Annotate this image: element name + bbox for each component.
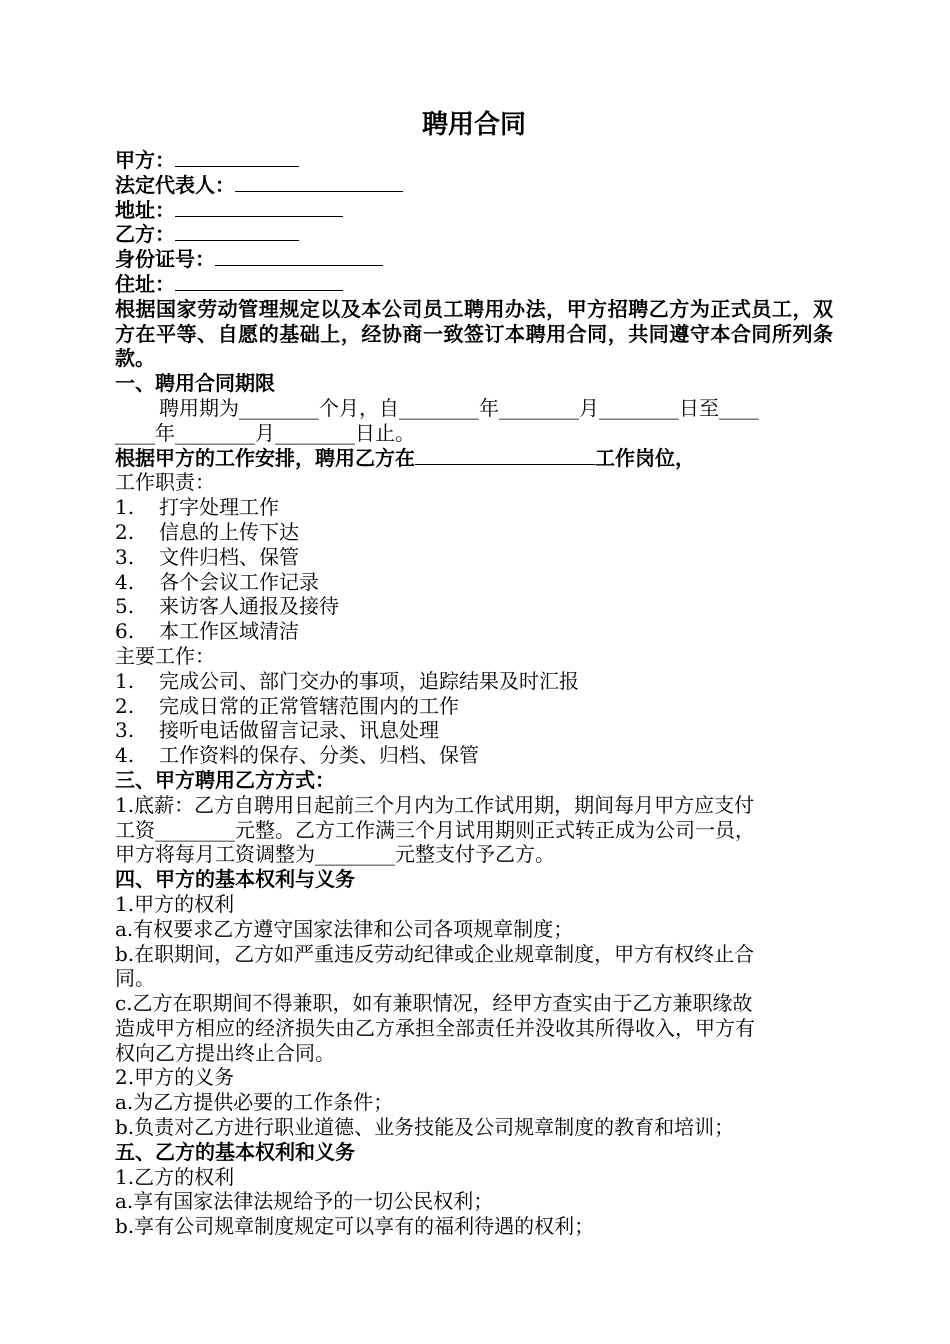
list-text: 打字处理工作 xyxy=(159,495,279,520)
field-legal-representative xyxy=(115,173,833,198)
section-heading: 三、甲方聘用乙方方式： xyxy=(115,767,335,792)
fill-in-blank xyxy=(215,247,383,266)
body-line: c.乙方在职期间不得兼职，如有兼职情况，经甲方查实由于乙方兼职缘故 xyxy=(115,991,753,1016)
field-label: 住址： xyxy=(115,271,175,296)
field-label: 身份证号： xyxy=(115,247,215,272)
list-number: 3. xyxy=(115,544,135,569)
body-line: b.在职期间，乙方如严重违反劳动纪律或企业规章制度，甲方有权终止合 xyxy=(115,941,755,966)
body-line: 1.底薪：乙方自聘用日起前三个月内为工作试用期，期间每月甲方应支付 xyxy=(115,792,755,817)
list-number: 5. xyxy=(115,594,135,619)
fill-in-blank xyxy=(415,446,595,465)
list-item xyxy=(115,545,833,570)
contract-term-line: ____年________月________日止。 xyxy=(115,420,415,445)
list-item xyxy=(115,619,833,644)
intro-paragraph: 根据国家劳动管理规定以及本公司员工聘用办法，甲方招聘乙方为正式员工，双方在平等、自愿的基础上，经协商一致签订本聘用合同，共同遵守本合同所列条款。 xyxy=(115,296,833,371)
fill-in-blank xyxy=(175,198,343,217)
body-line: 1.乙方的权利 xyxy=(115,1164,235,1189)
fill-in-blank xyxy=(175,148,299,167)
list-item xyxy=(115,694,833,719)
list-item xyxy=(115,520,833,545)
field-label: 乙方： xyxy=(115,222,175,247)
body-line: a.享有国家法律法规给予的一切公民权利； xyxy=(115,1189,494,1214)
body-line: b.负责对乙方进行职业道德、业务技能及公司规章制度的教育和培训； xyxy=(115,1115,735,1140)
section-heading: 一、聘用合同期限 xyxy=(115,371,275,396)
list-text: 工作资料的保存、分类、归档、保管 xyxy=(159,743,479,768)
list-text: 完成公司、部门交办的事项，追踪结果及时汇报 xyxy=(159,668,579,693)
field-residence xyxy=(115,272,833,297)
header-fields xyxy=(115,148,833,297)
body-line: 造成甲方相应的经济损失由乙方承担全部责任并没收其所得收入，甲方有 xyxy=(115,1015,755,1040)
list-heading: 工作职责： xyxy=(115,470,215,495)
section-heading: 四、甲方的基本权利与义务 xyxy=(115,867,355,892)
list-number: 4. xyxy=(115,743,135,768)
list-text: 完成日常的正常管辖范围内的工作 xyxy=(159,693,459,718)
list-number: 2. xyxy=(115,693,135,718)
fill-in-blank xyxy=(175,272,343,291)
list-number: 1. xyxy=(115,668,135,693)
list-text: 文件归档、保管 xyxy=(159,544,299,569)
field-party-b xyxy=(115,222,833,247)
list-text: 来访客人通报及接待 xyxy=(159,594,339,619)
section-heading: 五、乙方的基本权利和义务 xyxy=(115,1139,355,1164)
field-party-a xyxy=(115,148,833,173)
list-text: 信息的上传下达 xyxy=(159,519,299,544)
fill-in-blank xyxy=(175,222,299,241)
body-line: 2.甲方的义务 xyxy=(115,1065,235,1090)
list-text: 接听电话做留言记录、讯息处理 xyxy=(159,718,439,743)
list-text: 各个会议工作记录 xyxy=(159,569,319,594)
field-address xyxy=(115,198,833,223)
body-line: 工资________元整。乙方工作满三个月试用期则正式转正成为公司一员， xyxy=(115,817,755,842)
list-item xyxy=(115,743,833,768)
list-number: 1. xyxy=(115,495,135,520)
body-line: b.享有公司规章制度规定可以享有的福利待遇的权利； xyxy=(115,1214,595,1239)
list-item xyxy=(115,594,833,619)
document-title: 聘用合同 xyxy=(421,110,526,140)
body-line: a.为乙方提供必要的工作条件； xyxy=(115,1090,394,1115)
body-line: 1.甲方的权利 xyxy=(115,891,235,916)
list-item xyxy=(115,570,833,595)
body-line: 甲方将每月工资调整为________元整支付予乙方。 xyxy=(115,842,555,867)
body-line: 同。 xyxy=(115,966,155,991)
list-number: 4. xyxy=(115,569,135,594)
list-item xyxy=(115,669,833,694)
list-heading: 主要工作： xyxy=(115,643,215,668)
list-number: 3. xyxy=(115,718,135,743)
contract-page xyxy=(115,108,833,1239)
list-item xyxy=(115,495,833,520)
body-line: a.有权要求乙方遵守国家法律和公司各项规章制度； xyxy=(115,916,574,941)
list-text: 本工作区域清洁 xyxy=(159,619,299,644)
contract-term-line: 聘用期为________个月，自________年________月________日至____ xyxy=(159,395,759,420)
list-number: 6. xyxy=(115,619,135,644)
fill-in-blank xyxy=(235,173,403,192)
list-item xyxy=(115,718,833,743)
position-text: 根据甲方的工作安排，聘用乙方在 xyxy=(115,445,415,470)
body-line: 权向乙方提出终止合同。 xyxy=(115,1040,335,1065)
field-id-number xyxy=(115,247,833,272)
field-label: 法定代表人： xyxy=(115,172,235,197)
field-label: 地址： xyxy=(115,197,175,222)
position-line xyxy=(115,446,833,471)
position-text: 工作岗位， xyxy=(595,445,695,470)
field-label: 甲方： xyxy=(115,148,175,172)
list-number: 2. xyxy=(115,519,135,544)
